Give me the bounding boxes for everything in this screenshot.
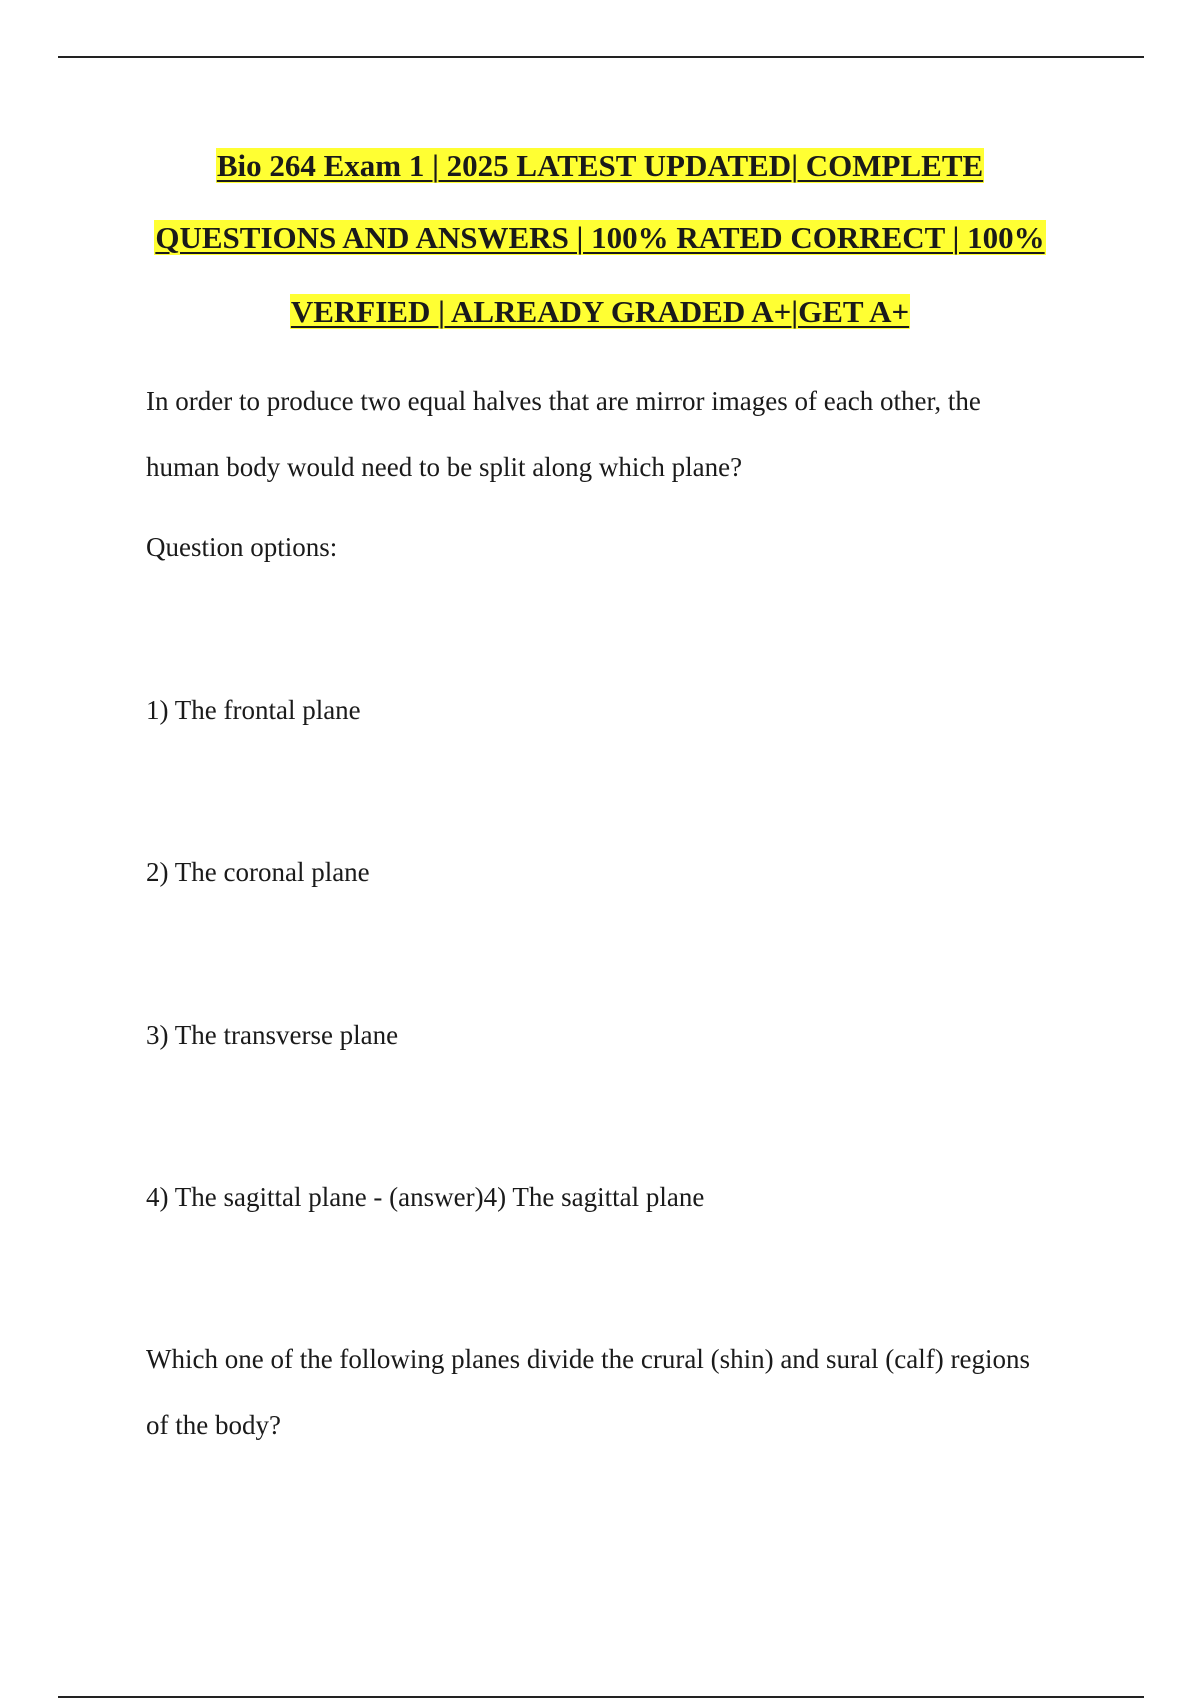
- document-title-line-3: VERFIED | ALREADY GRADED A+|GET A+: [290, 294, 910, 329]
- question-1-option-3: 3) The transverse plane: [146, 1020, 399, 1050]
- question-1-text-line-2: human body would need to be split along which plane?: [146, 452, 743, 482]
- footer-rule: [58, 1696, 1144, 1698]
- question-1-text-line-1: In order to produce two equal halves that are mirror images of each other, the: [146, 386, 981, 416]
- question-1-option-1: 1) The frontal plane: [146, 695, 361, 725]
- header-rule: [58, 56, 1144, 58]
- document-title-line-1: Bio 264 Exam 1 | 2025 LATEST UPDATED| COMPLETE: [216, 148, 984, 183]
- question-options-label: Question options:: [146, 532, 338, 562]
- document-title-line-2: QUESTIONS AND ANSWERS | 100% RATED CORRECT | 100%: [155, 220, 1045, 255]
- question-2-text-line-1: Which one of the following planes divide the crural (shin) and sural (calf) regions: [146, 1344, 1030, 1374]
- question-2-text-line-2: of the body?: [146, 1410, 281, 1440]
- question-1-option-2: 2) The coronal plane: [146, 857, 370, 887]
- question-1-option-4-answer: 4) The sagittal plane - (answer)4) The sagittal plane: [146, 1182, 705, 1212]
